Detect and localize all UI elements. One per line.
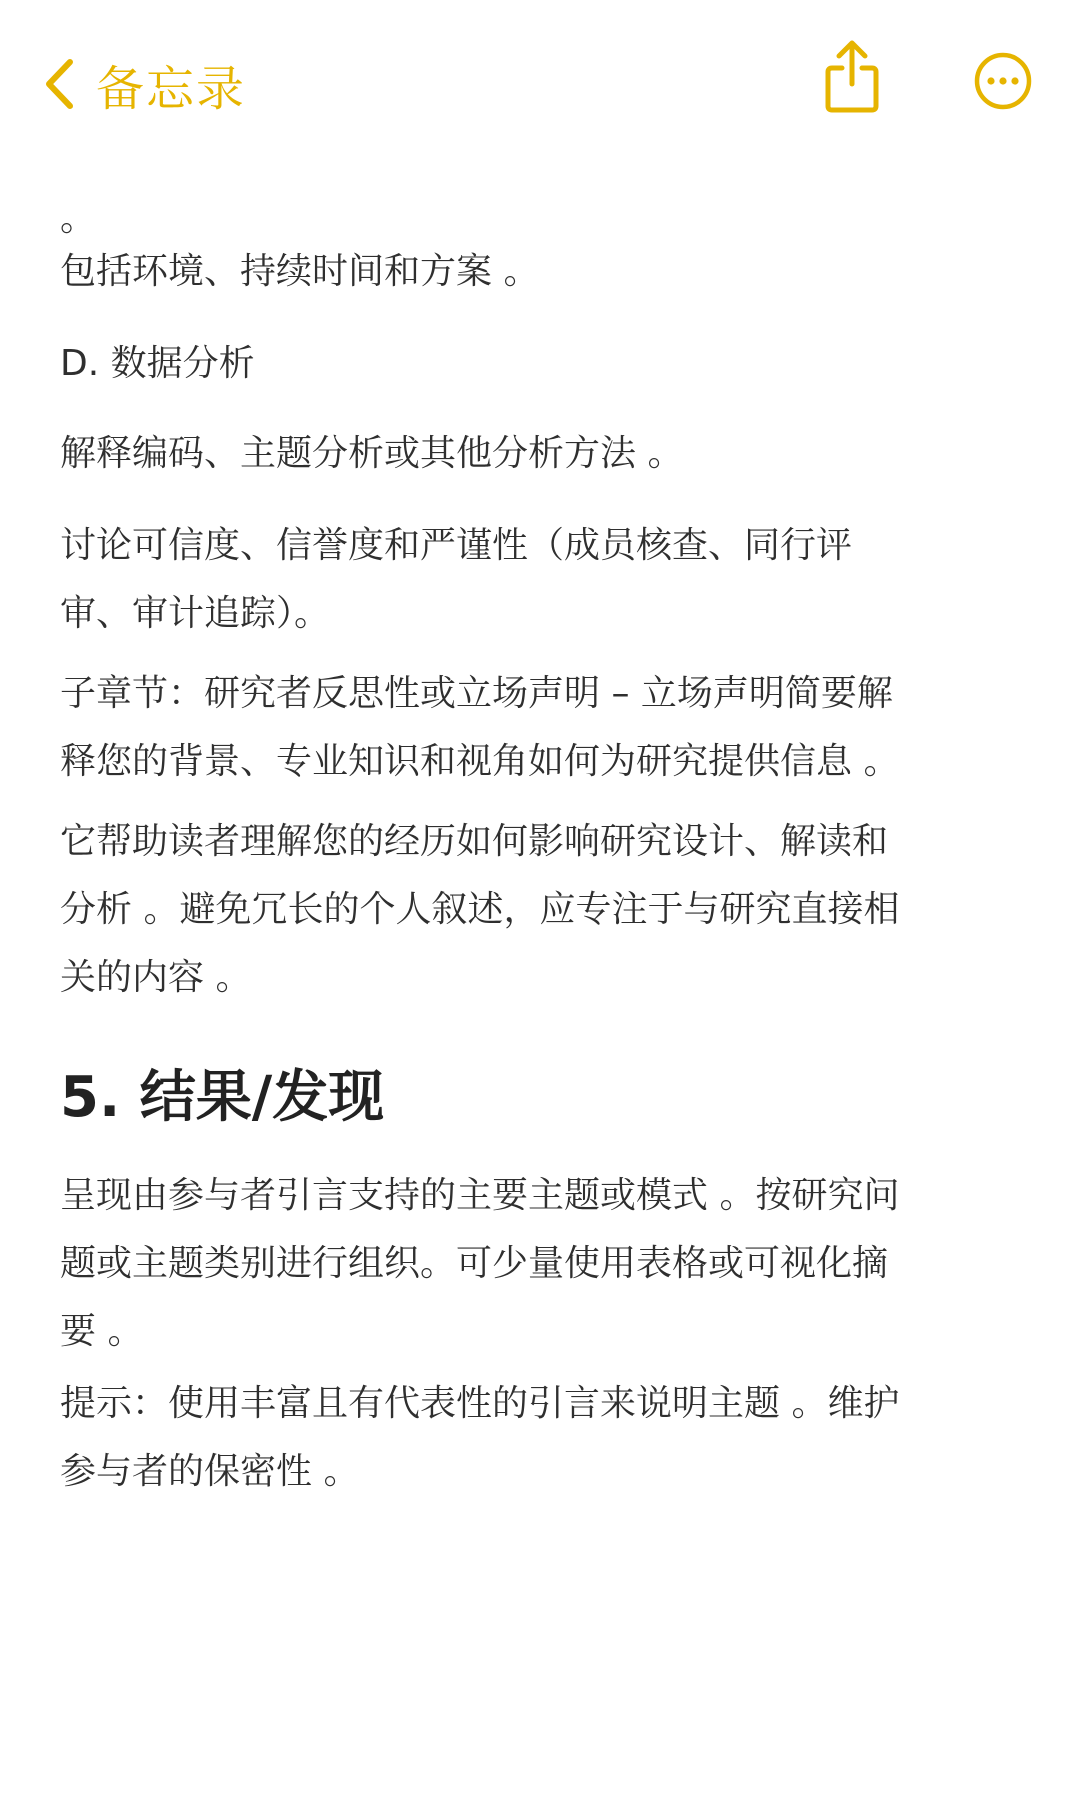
- note-paragraph: 提示：使用丰富且有代表性的引言来说明主题 。维护 参与者的保密性 。: [60, 1383, 900, 1492]
- note-paragraph: 解释编码、主题分析或其他分析方法 。: [60, 433, 684, 474]
- note-subheading: D. 数据分析: [60, 343, 255, 384]
- more-button[interactable]: [974, 52, 1032, 110]
- navigation-bar: [0, 0, 1080, 170]
- note-paragraph: 。: [60, 198, 97, 239]
- note-paragraph: 包括环境、持续时间和方案 。: [60, 251, 540, 292]
- section-heading: 5. 结果/发现: [60, 1065, 385, 1130]
- more-icon: [974, 95, 1032, 114]
- share-button[interactable]: [822, 38, 882, 114]
- chevron-left-icon: [44, 58, 74, 110]
- note-paragraph: 呈现由参与者引言支持的主要主题或模式 。按研究问 题或主题类别进行组织。可少量使用表格或可视化摘 要 。: [60, 1175, 900, 1352]
- back-button[interactable]: [44, 54, 247, 117]
- note-paragraph: 子章节：研究者反思性或立场声明 – 立场声明简要解 释您的背景、专业知识和视角如何为研究提供信息 。: [60, 673, 900, 782]
- note-paragraph: 它帮助读者理解您的经历如何影响研究设计、解读和 分析 。避免冗长的个人叙述，应专注于与研究直接相 关的内容 。: [60, 821, 900, 998]
- back-label: 备忘录: [96, 60, 247, 117]
- note-paragraph: 讨论可信度、信誉度和严谨性（成员核查、同行评 审、审计追踪）。: [60, 525, 853, 634]
- share-icon: [822, 99, 882, 118]
